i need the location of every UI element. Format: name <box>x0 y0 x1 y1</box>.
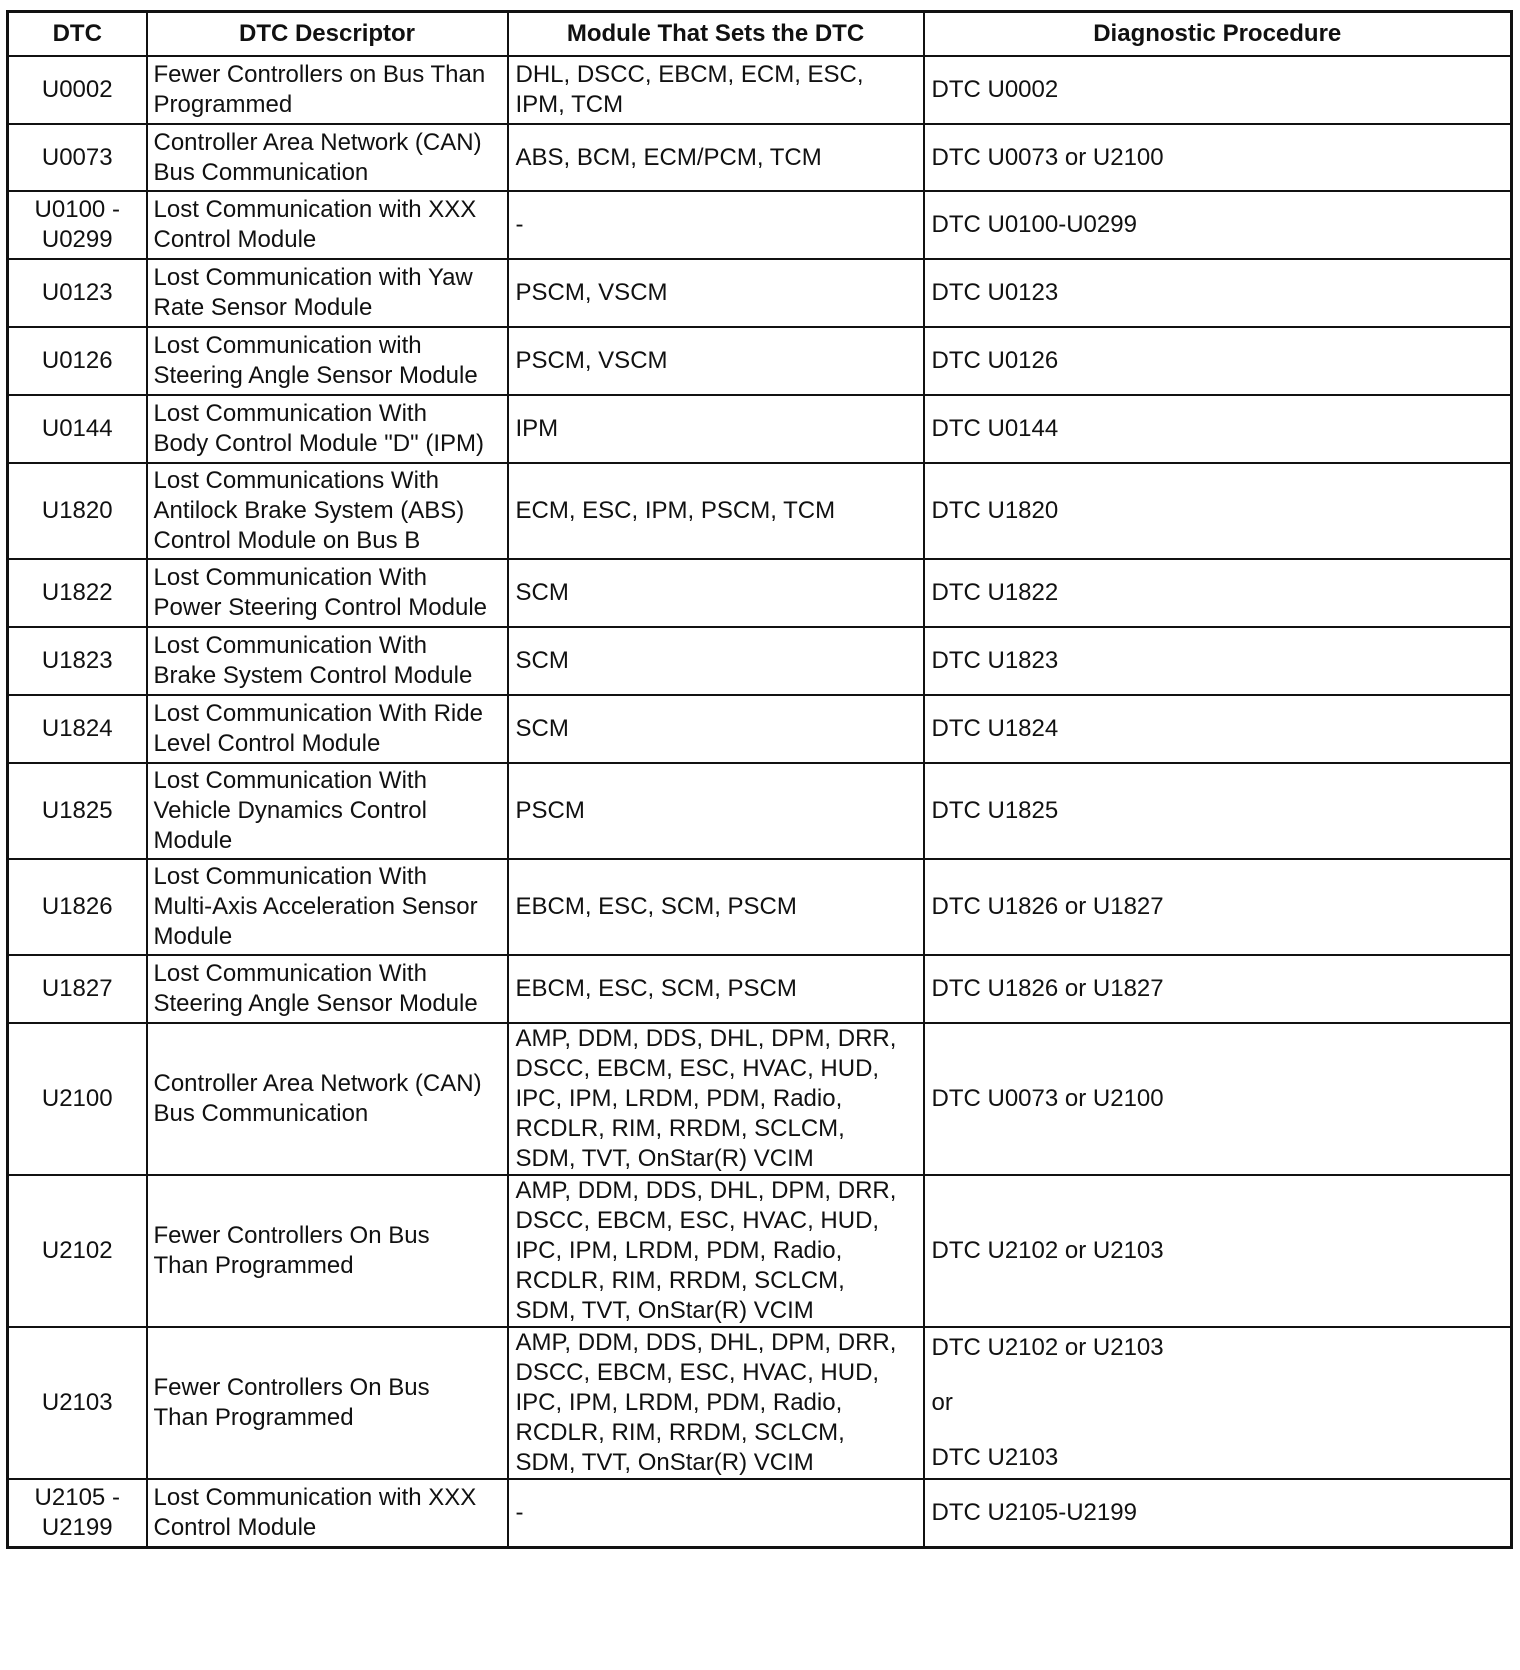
cell-text-line: U1825 <box>41 797 113 824</box>
header-dtc: DTC <box>8 12 147 57</box>
dtc-code-cell <box>8 1327 147 1479</box>
cell-text-line: U1822 <box>41 579 113 606</box>
table-row <box>8 191 1512 259</box>
module-cell <box>508 56 924 124</box>
table-row <box>8 1175 1512 1327</box>
cell-text-line: Lost Communication With Ride <box>153 700 483 727</box>
cell-text-line: SCM <box>515 579 569 606</box>
dtc-table <box>6 10 1513 1549</box>
diagnostic-procedure-cell <box>924 763 1512 859</box>
cell-text-line: Controller Area Network (CAN) <box>153 1070 482 1097</box>
dtc-code-cell <box>8 559 147 627</box>
dtc-descriptor-cell <box>147 191 508 259</box>
cell-text-line: Bus Communication <box>153 158 369 186</box>
cell-text-line: Fewer Controllers on Bus Than <box>153 61 486 88</box>
header-module: Module That Sets the DTC <box>508 12 924 57</box>
diagnostic-procedure-cell <box>924 1327 1512 1479</box>
dtc-code-cell <box>8 695 147 763</box>
cell-text-line: DSCC, EBCM, ESC, HVAC, HUD, <box>515 1055 880 1082</box>
cell-text-line: Lost Communication with <box>153 332 422 359</box>
cell-text-line: Lost Communications With <box>153 467 439 494</box>
dtc-descriptor-cell <box>147 124 508 191</box>
dtc-code-cell <box>8 1175 147 1327</box>
cell-text-line: Fewer Controllers On Bus <box>153 1222 430 1249</box>
cell-text-line: DTC U1820 <box>931 497 1059 524</box>
cell-text-line: DSCC, EBCM, ESC, HVAC, HUD, <box>515 1207 880 1234</box>
cell-text-line: RCDLR, RIM, RRDM, SCLCM, <box>515 1115 845 1142</box>
diagnostic-procedure-cell <box>924 463 1512 559</box>
cell-text-line: DTC U1826 or U1827 <box>931 975 1164 1002</box>
table-row <box>8 859 1512 955</box>
module-cell <box>508 559 924 627</box>
dtc-descriptor-cell <box>147 395 508 463</box>
cell-text-line: Control Module on Bus B <box>153 527 421 554</box>
diagnostic-procedure-cell <box>924 559 1512 627</box>
diagnostic-procedure-cell <box>924 955 1512 1023</box>
dtc-code-cell <box>8 859 147 955</box>
dtc-descriptor-cell <box>147 859 508 955</box>
cell-text-line: PSCM, VSCM <box>515 347 668 374</box>
dtc-descriptor-cell <box>147 1175 508 1327</box>
line-spacer <box>932 1418 1504 1443</box>
cell-text-line: U0144 <box>41 415 113 442</box>
cell-text-line: Steering Angle Sensor Module <box>153 362 478 389</box>
cell-text-line: RCDLR, RIM, RRDM, SCLCM, <box>515 1267 845 1294</box>
dtc-descriptor-cell <box>147 763 508 859</box>
table-row <box>8 627 1512 695</box>
header-dtc-descriptor: DTC Descriptor <box>147 12 508 57</box>
cell-text-line: Level Control Module <box>153 730 381 757</box>
table-row <box>8 395 1512 463</box>
diagnostic-procedure-cell <box>924 1479 1512 1547</box>
cell-text-line: DTC U1825 <box>931 797 1059 824</box>
table-row <box>8 56 1512 124</box>
diagnostic-procedure-cell <box>924 124 1512 191</box>
dtc-code-cell <box>8 259 147 327</box>
cell-text-line: U1826 <box>41 893 113 920</box>
table-row <box>8 259 1512 327</box>
cell-text-line: DTC U2102 or U2103 <box>931 1334 1164 1361</box>
table-row <box>8 955 1512 1023</box>
module-cell <box>508 259 924 327</box>
cell-text-line: DTC U0002 <box>931 76 1059 103</box>
cell-text-line: DTC U1824 <box>931 715 1059 742</box>
cell-text-line: Multi-Axis Acceleration Sensor <box>153 893 478 920</box>
module-cell <box>508 695 924 763</box>
cell-text-line: U2105 - <box>34 1483 120 1511</box>
cell-text-line: DHL, DSCC, EBCM, ECM, ESC, <box>515 61 864 88</box>
module-cell <box>508 1023 924 1175</box>
cell-text-line: PSCM, VSCM <box>515 279 668 306</box>
cell-text-line: U1820 <box>41 497 113 524</box>
cell-text-line: DTC U2102 or U2103 <box>931 1237 1164 1264</box>
dtc-code-cell <box>8 395 147 463</box>
cell-text-line: SCM <box>515 647 569 674</box>
dtc-descriptor-cell <box>147 559 508 627</box>
table-row <box>8 1023 1512 1175</box>
table-row <box>8 695 1512 763</box>
table-row <box>8 463 1512 559</box>
cell-text-line: DTC U0100-U0299 <box>931 211 1137 238</box>
cell-text-line: U0126 <box>41 347 113 374</box>
module-cell <box>508 627 924 695</box>
cell-text-line: - <box>515 1498 524 1526</box>
cell-text-line: Lost Communication With <box>153 960 427 987</box>
table-row <box>8 763 1512 859</box>
diagnostic-procedure-cell <box>924 1023 1512 1175</box>
cell-text-line: Rate Sensor Module <box>153 294 373 321</box>
cell-text-line: Programmed <box>153 91 293 118</box>
dtc-descriptor-cell <box>147 56 508 124</box>
cell-text-line: Bus Communication <box>153 1100 369 1127</box>
cell-text-line: Power Steering Control Module <box>153 594 488 621</box>
module-cell <box>508 1479 924 1547</box>
cell-text-line: U1823 <box>41 647 113 674</box>
cell-text-line: Than Programmed <box>153 1252 354 1279</box>
cell-text-line: U2103 <box>41 1389 113 1416</box>
cell-text-line: Lost Communication with XXX <box>153 196 477 223</box>
cell-text-line: AMP, DDM, DDS, DHL, DPM, DRR, <box>515 1329 897 1356</box>
cell-text-line: EBCM, ESC, SCM, PSCM <box>515 893 797 920</box>
cell-text-line: U0100 - <box>34 196 120 223</box>
diagnostic-procedure-cell <box>924 259 1512 327</box>
diagnostic-procedure-cell <box>924 1175 1512 1327</box>
cell-text-line: U0002 <box>41 76 113 103</box>
header-diagnostic-procedure: Diagnostic Procedure <box>924 12 1512 57</box>
dtc-code-cell <box>8 627 147 695</box>
diagnostic-procedure-cell <box>924 56 1512 124</box>
cell-text-line: Module <box>153 827 233 854</box>
cell-text-line: U2102 <box>41 1237 113 1264</box>
cell-text-line: Lost Communication With <box>153 863 427 890</box>
cell-text-line: IPC, IPM, LRDM, PDM, Radio, <box>515 1085 843 1112</box>
dtc-code-cell <box>8 955 147 1023</box>
cell-text-line: U0123 <box>41 279 113 306</box>
dtc-code-cell <box>8 1023 147 1175</box>
module-cell <box>508 955 924 1023</box>
cell-text-line: PSCM <box>515 797 585 824</box>
cell-text-line: U0073 <box>41 143 113 171</box>
cell-text-line: DTC U1823 <box>931 647 1059 674</box>
cell-text-line: IPM <box>515 415 559 442</box>
dtc-descriptor-cell <box>147 1327 508 1479</box>
cell-text-line: Antilock Brake System (ABS) <box>153 497 465 524</box>
cell-text-line: Lost Communication With <box>153 767 427 794</box>
cell-text-line: DTC U1822 <box>931 579 1059 606</box>
cell-text-line: DSCC, EBCM, ESC, HVAC, HUD, <box>515 1359 880 1386</box>
dtc-code-cell <box>8 124 147 191</box>
cell-text-line: DTC U0073 or U2100 <box>931 1085 1164 1112</box>
cell-text-line: DTC U0073 or U2100 <box>931 143 1164 171</box>
cell-text-line: U2100 <box>41 1085 113 1112</box>
module-cell <box>508 763 924 859</box>
cell-text-line: DTC U2103 <box>931 1444 1059 1471</box>
dtc-descriptor-cell <box>147 463 508 559</box>
table-row <box>8 559 1512 627</box>
line-spacer <box>932 1363 1504 1388</box>
cell-text-line: EBCM, ESC, SCM, PSCM <box>515 975 797 1002</box>
table-row <box>8 124 1512 191</box>
cell-text-line: Control Module <box>153 226 317 253</box>
table-row <box>8 1479 1512 1547</box>
table-row <box>8 1327 1512 1479</box>
cell-text-line: Fewer Controllers On Bus <box>153 1374 430 1401</box>
cell-text-line: Controller Area Network (CAN) <box>153 128 482 156</box>
table-body <box>8 56 1512 1547</box>
cell-text-line: DTC U0144 <box>931 415 1059 442</box>
cell-text-line: SDM, TVT, OnStar(R) VCIM <box>515 1297 814 1324</box>
cell-text-line: AMP, DDM, DDS, DHL, DPM, DRR, <box>515 1177 897 1204</box>
diagnostic-procedure-cell <box>924 327 1512 395</box>
dtc-descriptor-cell <box>147 259 508 327</box>
cell-text-line: Brake System Control Module <box>153 662 473 689</box>
cell-text-line: ABS, BCM, ECM/PCM, TCM <box>515 143 822 171</box>
module-cell <box>508 1175 924 1327</box>
cell-text-line: Lost Communication with Yaw <box>153 264 473 291</box>
module-cell <box>508 327 924 395</box>
table-header <box>8 12 1512 57</box>
diagnostic-procedure-cell <box>924 191 1512 259</box>
dtc-code-cell <box>8 763 147 859</box>
header-row <box>8 12 1512 57</box>
cell-text-line: IPM, TCM <box>515 91 624 118</box>
cell-text-line: Body Control Module "D" (IPM) <box>153 430 484 457</box>
diagnostic-procedure-cell <box>924 395 1512 463</box>
diagnostic-procedure-cell <box>924 695 1512 763</box>
cell-text-line: SDM, TVT, OnStar(R) VCIM <box>515 1449 814 1476</box>
cell-text-line: - <box>515 211 524 238</box>
dtc-descriptor-cell <box>147 327 508 395</box>
module-cell <box>508 191 924 259</box>
cell-text-line: DTC U1826 or U1827 <box>931 893 1164 920</box>
cell-text-line: Module <box>153 923 233 950</box>
cell-text-line: Control Module <box>153 1513 317 1541</box>
cell-text-line: IPC, IPM, LRDM, PDM, Radio, <box>515 1389 843 1416</box>
cell-text-line: Lost Communication With <box>153 564 427 591</box>
module-cell <box>508 1327 924 1479</box>
dtc-code-cell <box>8 1479 147 1547</box>
cell-text-line: or <box>931 1389 953 1416</box>
cell-text-line: U0299 <box>41 226 113 253</box>
dtc-code-cell <box>8 191 147 259</box>
cell-text-line: Lost Communication With <box>153 632 427 659</box>
cell-text-line: Steering Angle Sensor Module <box>153 990 478 1017</box>
module-cell <box>508 463 924 559</box>
module-cell <box>508 124 924 191</box>
module-cell <box>508 395 924 463</box>
dtc-code-cell <box>8 463 147 559</box>
cell-text-line: ECM, ESC, IPM, PSCM, TCM <box>515 497 836 524</box>
cell-text-line: Lost Communication with XXX <box>153 1483 477 1511</box>
cell-text-line: DTC U2105-U2199 <box>931 1498 1137 1526</box>
dtc-descriptor-cell <box>147 695 508 763</box>
dtc-code-cell <box>8 56 147 124</box>
diagnostic-procedure-cell <box>924 859 1512 955</box>
module-cell <box>508 859 924 955</box>
cell-text-line: U1827 <box>41 975 113 1002</box>
cell-text-line: U2199 <box>41 1513 113 1541</box>
dtc-descriptor-cell <box>147 1023 508 1175</box>
cell-text-line: AMP, DDM, DDS, DHL, DPM, DRR, <box>515 1025 897 1052</box>
cell-text-line: DTC U0126 <box>931 347 1059 374</box>
table-row <box>8 327 1512 395</box>
dtc-descriptor-cell <box>147 955 508 1023</box>
dtc-descriptor-cell <box>147 1479 508 1547</box>
diagnostic-procedure-cell <box>924 627 1512 695</box>
cell-text-line: U1824 <box>41 715 113 742</box>
cell-text-line: Vehicle Dynamics Control <box>153 797 427 824</box>
cell-text-line: Than Programmed <box>153 1404 354 1431</box>
cell-text-line: SDM, TVT, OnStar(R) VCIM <box>515 1145 814 1172</box>
cell-text-line: RCDLR, RIM, RRDM, SCLCM, <box>515 1419 845 1446</box>
dtc-code-cell <box>8 327 147 395</box>
dtc-descriptor-cell <box>147 627 508 695</box>
cell-text-line: IPC, IPM, LRDM, PDM, Radio, <box>515 1237 843 1264</box>
cell-text-line: Lost Communication With <box>153 400 427 427</box>
cell-text-line: SCM <box>515 715 569 742</box>
cell-text-line: DTC U0123 <box>931 279 1059 306</box>
